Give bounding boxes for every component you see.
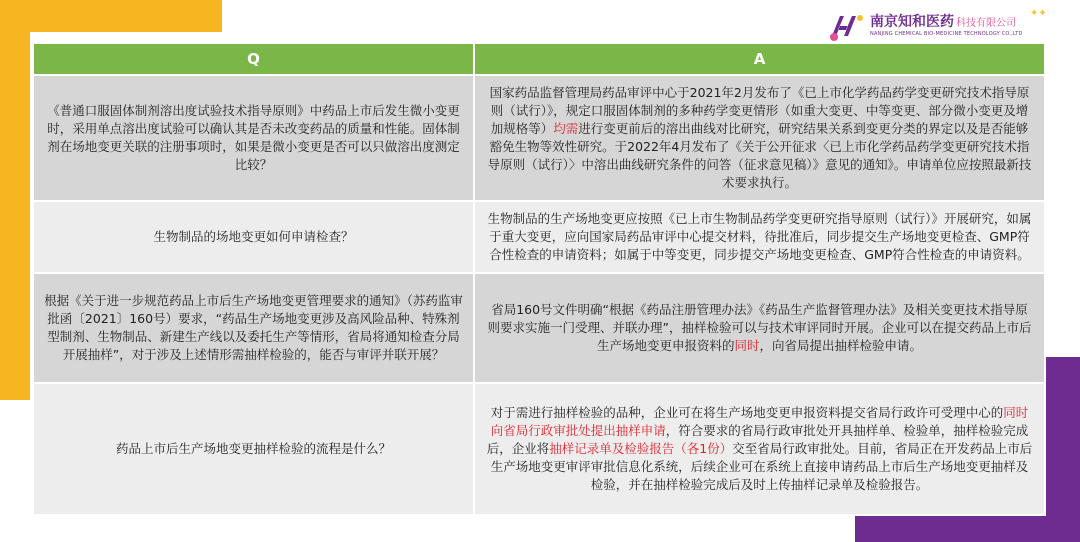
sparkle-icon: ✦✦ — [1030, 8, 1047, 19]
table-row — [34, 76, 1046, 202]
company-name: 南京知和医药 科技有限公司 — [870, 14, 1016, 30]
table-header-row — [34, 44, 1046, 76]
company-logo — [826, 8, 1076, 44]
question-cell: 《普通口服固体制剂溶出度试验技术指导原则》中药品上市后发生微小变更时，采用单点溶出度试验可以确认其是否未改变药品的质量和性能。固体制剂在场地变更关联的注册事项时，如果是微小变更是否可以只做溶出度测定比较？ — [34, 76, 475, 202]
table-row — [34, 202, 1046, 274]
table-row — [34, 274, 1046, 384]
a-column-header: A — [475, 44, 1046, 76]
company-logo-icon — [826, 10, 866, 42]
table-row — [34, 384, 1046, 516]
answer-cell: 生物制品的生产场地变更应按照《已上市生物制品药学变更研究指导原则（试行）》开展研究，如属于重大变更，应向国家局药品审评中心提交材料，待批准后，同步提交生产场地变更检查、GMP符合性检查的申请资料；如属于中等变更，同步提交产场地变更检查、GMP符合性检查的申请资料。 — [475, 202, 1046, 274]
question-cell: 生物制品的场地变更如何申请检查？ — [34, 202, 475, 274]
company-english-name: NANJING CHEMICAL BIO-MEDICINE TECHNOLOGY CO.,LTD — [870, 31, 1023, 37]
orange-corner-band — [0, 0, 222, 32]
answer-cell: 对于需进行抽样检验的品种，企业可在将生产场地变更申报资料提交省局行政许可受理中心的同时向省局行政审批处提出抽样申请，符合要求的省局行政审批处开具抽样单、检验单，抽样检验完成后，企业将抽样记录单及检验报告（各1份）交至省局行政审批处。目前，省局正在开发药品上市后生产场地变更审评审批信息化系统，后续企业可在系统上直接申请药品上市后生产场地变更抽样及检验，并在抽样检验完成后及时上传抽样记录单及检验报告。 — [475, 384, 1046, 516]
question-cell: 药品上市后生产场地变更抽样检验的流程是什么？ — [34, 384, 475, 516]
answer-cell: 国家药品监督管理局药品审评中心于2021年2月发布了《已上市化学药品药学变更研究技术指导原则（试行）》，规定口服固体制剂的多种药学变更情形（如重大变更、中等变更、部分微小变更及增加规格等）均需进行变更前后的溶出曲线对比研究，研究结果关系到变更分类的界定以及是否能够豁免生物等效性研究。于2022年4月发布了《关于公开征求〈已上市化学药品药学变更研究技术指导原则（试行）〉中溶出曲线研究条件的问答（征求意见稿）》意见的通知》。申请单位应按照最新技术要求执行。 — [475, 76, 1046, 202]
question-cell: 根据《关于进一步规范药品上市后生产场地变更管理要求的通知》（苏药监审批函〔2021〕160号）要求，“药品生产场地变更涉及高风险品种、特殊剂型制剂、生物制品、新建生产线以及委托生产等情形，省局将通知检查分局开展抽样”，对于涉及上述情形需抽样检验的，能否与审评并联开展？ — [34, 274, 475, 384]
q-column-header: Q — [34, 44, 475, 76]
answer-cell: 省局160号文件明确“根据《药品注册管理办法》《药品生产监督管理办法》及相关变更技术指导原则要求实施一门受理、并联办理”，抽样检验可以与技术审评同时开展。企业可以在提交药品上市后生产场地变更申报资料的同时，向省局提出抽样检验申请。 — [475, 274, 1046, 384]
qa-table — [34, 44, 1046, 516]
orange-left-band — [0, 0, 30, 400]
